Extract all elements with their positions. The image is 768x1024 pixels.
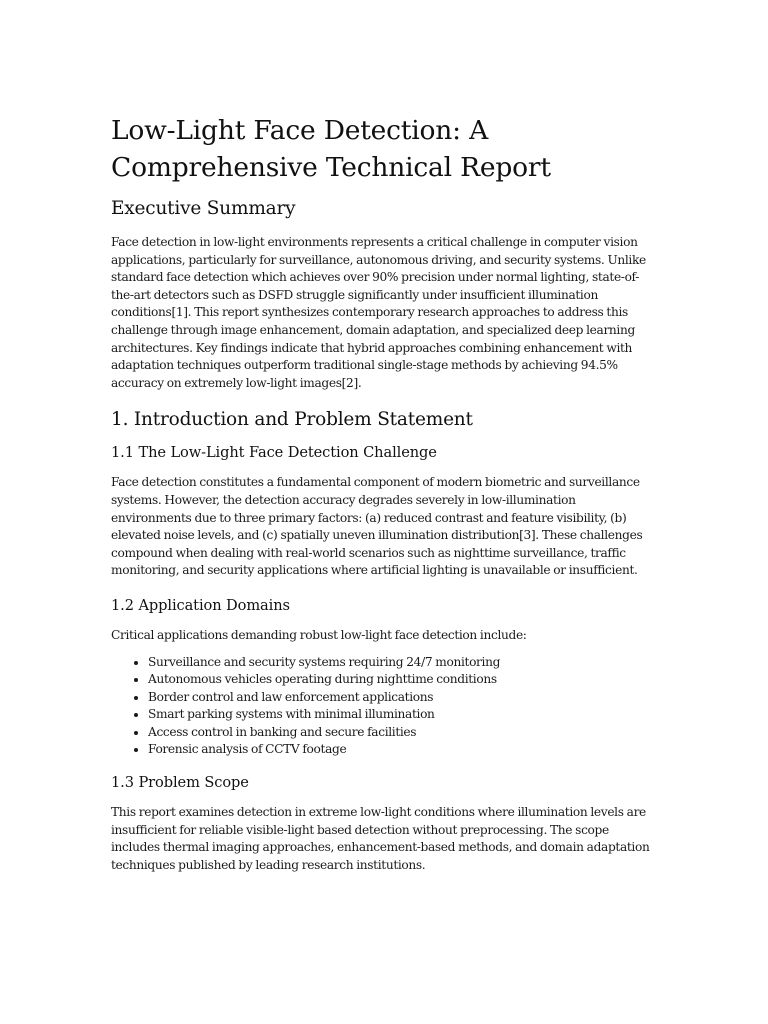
- application-domains-list: [111, 654, 659, 760]
- document-title: Low-Light Face Detection: A Comprehensive Technical Report: [111, 115, 551, 183]
- section-1-2-heading: 1.2 Application Domains: [111, 596, 290, 614]
- section-1-3-paragraph: This report examines detection in extreme low-light conditions where illumination levels are insufficient for reliable visible-light based detection without preprocessing. The scope includes thermal imaging approaches, enhancement-based methods, and domain adaptation techniques published by leading research institutions.: [111, 805, 650, 872]
- executive-summary-heading: Executive Summary: [111, 198, 296, 219]
- section-1-1-heading: 1.1 The Low-Light Face Detection Challenge: [111, 444, 437, 462]
- section-1-2-intro: Critical applications demanding robust low-light face detection include:: [111, 627, 527, 642]
- list-item: • Access control in banking and secure facilities: [148, 724, 659, 742]
- executive-summary-paragraph: Face detection in low-light environments represents a critical challenge in computer vision applications, particularly for surveillance, autonomous driving, and security systems. Unlike standard face detection which achieves over 90% precision under normal lighting, state-of-the-art detectors such as DSFD struggle significantly under insufficient illumination conditions[1]. This report synthesizes contemporary research approaches to address this challenge through image enhancement, domain adaptation, and specialized deep learning architectures. Key findings indicate that hybrid approaches combining enhancement with adaptation techniques outperform traditional single-stage methods by achieving 94.5% accuracy on extremely low-light images[2].: [111, 235, 646, 390]
- document-page: [111, 112, 659, 890]
- list-item: • Autonomous vehicles operating during nighttime conditions: [148, 671, 659, 689]
- list-item: • Border control and law enforcement applications: [148, 689, 659, 707]
- list-item: • Smart parking systems with minimal illumination: [148, 706, 659, 724]
- list-item: • Surveillance and security systems requiring 24/7 monitoring: [148, 654, 659, 672]
- list-item: • Forensic analysis of CCTV footage: [148, 741, 659, 759]
- section-1-heading: 1. Introduction and Problem Statement: [111, 409, 473, 431]
- section-1-3-heading: 1.3 Problem Scope: [111, 774, 249, 792]
- section-1-1-paragraph: Face detection constitutes a fundamental component of modern biometric and surveillance systems. However, the detection accuracy degrades severely in low-illumination environments due to three primary factors: (a) reduced contrast and feature visibility, (b) elevated noise levels, and (c) spatially uneven illumination distribution[3]. These challenges compound when dealing with real-world scenarios such as nighttime surveillance, traffic monitoring, and security applications where artificial lighting is unavailable or insufficient.: [111, 475, 643, 578]
